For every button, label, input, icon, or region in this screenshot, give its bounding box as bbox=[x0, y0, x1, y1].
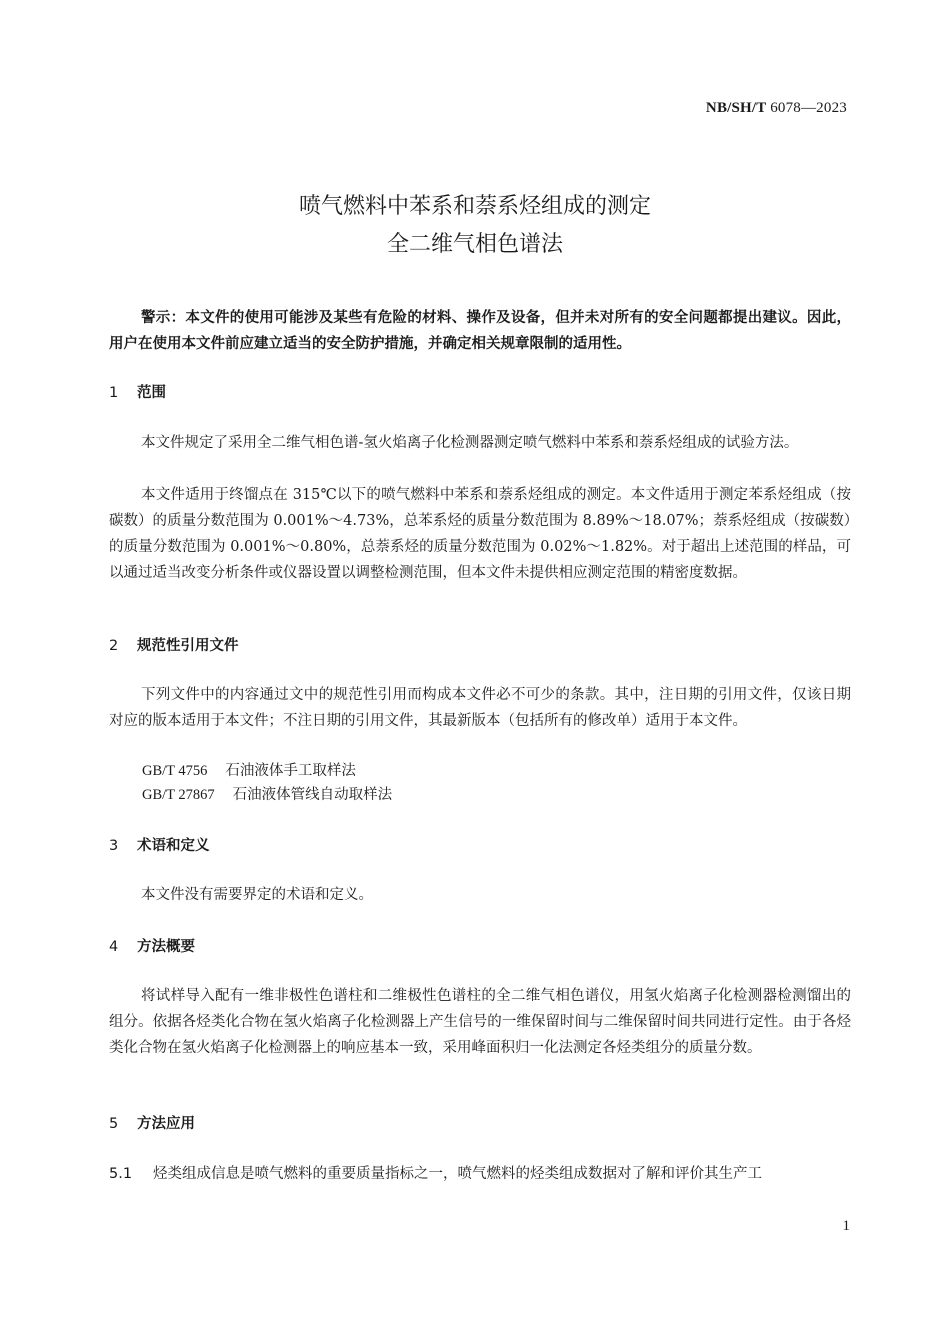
section-1-paragraph-2: 本文件适用于终馏点在 315℃以下的喷气燃料中苯系和萘系烃组成的测定。本文件适用于测定苯系烃组成（按碳数）的质量分数范围为 0.001%～4.73%，总苯系烃的质量分数范围为 8.89%～18.07%；萘系烃组成（按碳数）的质量分数范围为 0.001%～0.80%，总萘系烃的质量分数范围为 0.02%～1.82%。对于超出上述范围的样品，可以通过适当改变分析条件或仪器设置以调整检测范围，但本文件未提供相应测定范围的精密度数据。 bbox=[109, 487, 851, 581]
reference-title: 石油液体管线自动取样法 bbox=[232, 787, 393, 803]
section-4-paragraph-1: 将试样导入配有一维非极性色谱柱和二维极性色谱柱的全二维气相色谱仪，用氢火焰离子化检测器检测馏出的组分。依据各烃类化合物在氢火焰离子化检测器上产生信号的一维保留时间与二维保留时间共同进行定性。由于各烃类化合物在氢火焰离子化检测器上的响应基本一致，采用峰面积归一化法测定各烃类组分的质量分数。 bbox=[109, 988, 851, 1056]
clause-5-1 bbox=[109, 1161, 851, 1187]
reference-item bbox=[142, 783, 392, 807]
reference-code: GB/T 4756 bbox=[142, 763, 208, 779]
document-title bbox=[0, 188, 950, 264]
section-3-paragraph-1: 本文件没有需要界定的术语和定义。 bbox=[141, 887, 373, 903]
section-2-heading bbox=[109, 636, 239, 656]
page-number: 1 bbox=[842, 1218, 850, 1234]
section-number: 4 bbox=[109, 939, 119, 955]
section-number: 2 bbox=[109, 638, 119, 654]
warning-paragraph: 警示：本文件的使用可能涉及某些有危险的材料、操作及设备，但并未对所有的安全问题都提出建议。因此，用户在使用本文件前应建立适当的安全防护措施，并确定相关规章限制的适用性。 bbox=[109, 310, 851, 352]
standard-prefix: NB/SH/T bbox=[705, 100, 767, 116]
section-5-heading bbox=[109, 1114, 195, 1134]
section-1-paragraph-1: 本文件规定了采用全二维气相色谱-氢火焰离子化检测器测定喷气燃料中苯系和萘系烃组成的试验方法。 bbox=[141, 435, 799, 451]
section-number: 3 bbox=[109, 838, 119, 854]
section-number: 1 bbox=[109, 385, 119, 401]
reference-title: 石油液体手工取样法 bbox=[225, 763, 356, 779]
section-title: 术语和定义 bbox=[137, 838, 210, 854]
clause-text: 烃类组成信息是喷气燃料的重要质量指标之一，喷气燃料的烃类组成数据对了解和评价其生产工 bbox=[153, 1166, 762, 1182]
section-title: 规范性引用文件 bbox=[137, 638, 239, 654]
reference-item bbox=[142, 759, 356, 783]
reference-code: GB/T 27867 bbox=[142, 787, 215, 803]
section-title: 方法应用 bbox=[137, 1116, 195, 1132]
section-number: 5 bbox=[109, 1116, 119, 1132]
section-title: 范围 bbox=[137, 385, 166, 401]
standard-code: 6078—2023 bbox=[770, 100, 847, 116]
section-title: 方法概要 bbox=[137, 939, 195, 955]
section-3-heading bbox=[109, 836, 210, 856]
section-1-heading bbox=[109, 383, 166, 403]
title-line-2: 全二维气相色谱法 bbox=[386, 232, 563, 257]
section-4-heading bbox=[109, 937, 195, 957]
standard-number bbox=[706, 100, 847, 117]
section-2-paragraph-1: 下列文件中的内容通过文中的规范性引用而构成本文件必不可少的条款。其中，注日期的引用文件，仅该日期对应的版本适用于本文件；不注日期的引用文件，其最新版本（包括所有的修改单）适用于本文件。 bbox=[109, 687, 851, 729]
clause-number: 5.1 bbox=[109, 1166, 133, 1182]
title-line-1: 喷气燃料中苯系和萘系烃组成的测定 bbox=[298, 194, 651, 219]
